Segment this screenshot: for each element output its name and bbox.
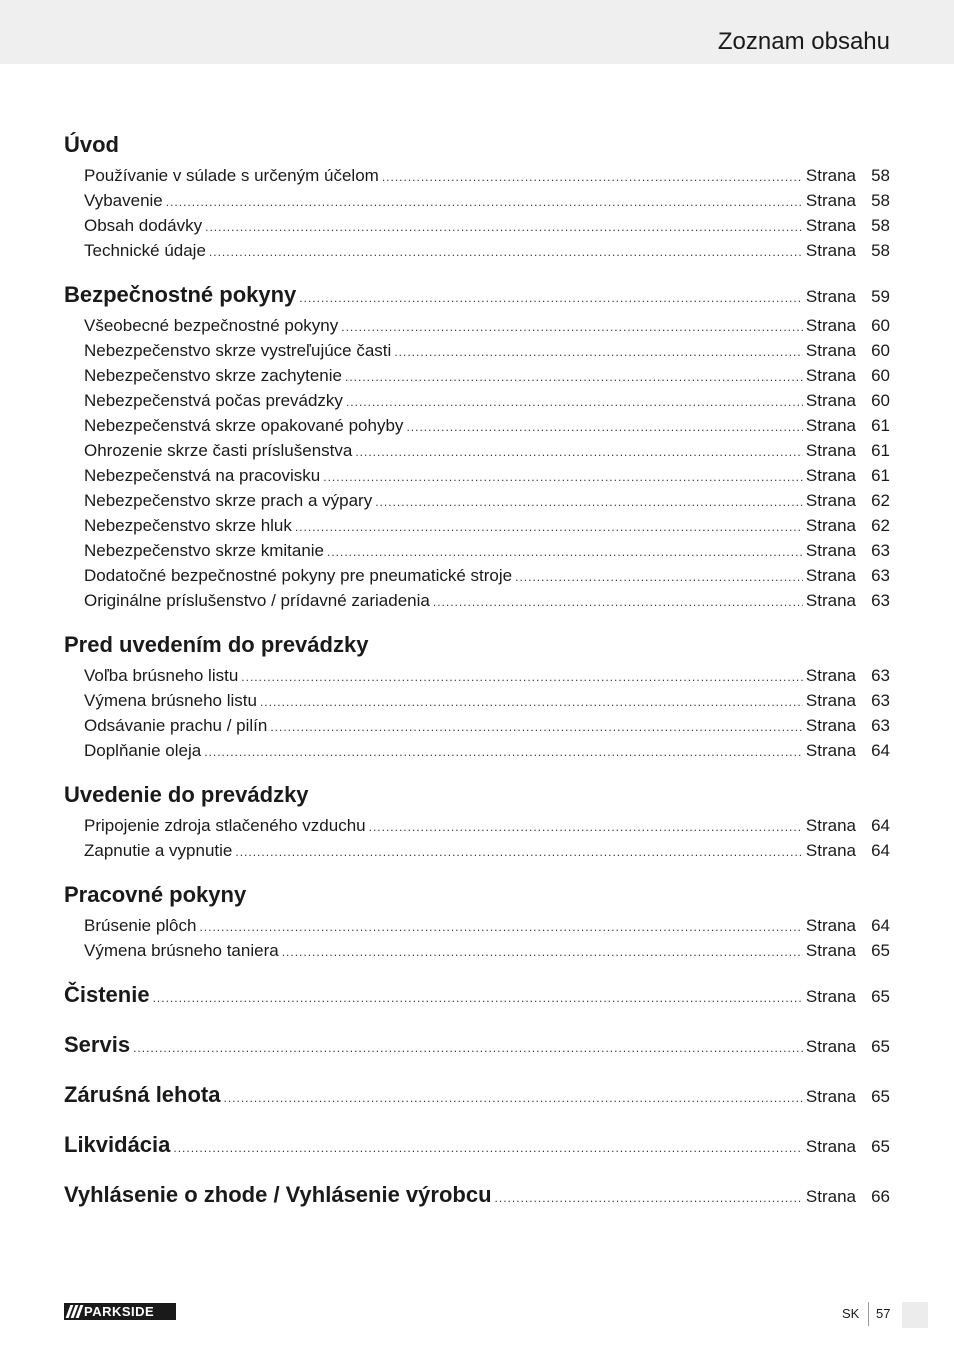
page-ref: 61	[871, 416, 890, 435]
section-title: Úvod	[64, 132, 119, 157]
toc-entry[interactable]	[64, 941, 890, 966]
leader-dots	[204, 745, 803, 759]
strana-label: Strana	[805, 741, 856, 760]
toc-entry[interactable]	[64, 191, 890, 216]
page-ref: 58	[871, 191, 890, 210]
entry-text: Voľba brúsneho listu	[84, 666, 239, 685]
page-ref: 64	[871, 816, 890, 835]
page-ref: 64	[871, 841, 890, 860]
strana-label: Strana	[805, 916, 856, 935]
leader-dots	[345, 370, 803, 384]
leader-dots	[515, 570, 803, 584]
toc-section	[64, 132, 890, 266]
leader-dots	[260, 695, 803, 709]
toc-section-heading[interactable]	[64, 982, 890, 1016]
leader-dots	[209, 245, 803, 259]
section-title: Servis	[64, 1032, 131, 1057]
page-ref: 65	[871, 1087, 890, 1106]
entry-text: Pripojenie zdroja stlačeného vzduchu	[84, 816, 366, 835]
toc-section	[64, 1082, 890, 1116]
page-ref: 60	[871, 341, 890, 360]
entry-text: Výmena brúsneho listu	[84, 691, 257, 710]
entry-text: Nebezpečenstvo skrze hluk	[84, 516, 292, 535]
toc-entry[interactable]	[64, 466, 890, 491]
toc-entry[interactable]	[64, 716, 890, 741]
strana-label: Strana	[805, 216, 856, 235]
toc-section-heading[interactable]	[64, 1032, 890, 1066]
leader-dots	[394, 345, 803, 359]
section-title: Pracovné pokyny	[64, 882, 247, 907]
entry-text: Dodatočné bezpečnostné pokyny pre pneumatické stroje	[84, 566, 513, 585]
section-title: Pred uvedením do prevádzky	[64, 632, 369, 657]
entry-text: Technické údaje	[84, 241, 206, 260]
leader-dots	[205, 220, 803, 234]
toc-entry[interactable]	[64, 341, 890, 366]
leader-dots	[282, 945, 803, 959]
toc-section	[64, 882, 890, 966]
leader-dots	[375, 495, 803, 509]
strana-label: Strana	[805, 816, 856, 835]
page-ref: 65	[871, 1137, 890, 1156]
toc-entry[interactable]	[64, 441, 890, 466]
page-ref: 63	[871, 666, 890, 685]
section-title: Bezpečnostné pokyny	[64, 282, 297, 307]
header-band	[0, 0, 954, 64]
page-ref: 60	[871, 316, 890, 335]
toc-entry[interactable]	[64, 591, 890, 616]
toc-entry[interactable]	[64, 316, 890, 341]
leader-dots	[382, 170, 803, 184]
toc-section-heading[interactable]	[64, 282, 890, 316]
page-ref: 59	[871, 287, 890, 306]
toc-entry[interactable]	[64, 241, 890, 266]
strana-label: Strana	[805, 441, 856, 460]
page-ref: 58	[871, 216, 890, 235]
leader-dots	[341, 320, 803, 334]
toc-entry[interactable]	[64, 541, 890, 566]
footer-language: SK	[842, 1306, 860, 1321]
page-ref: 62	[871, 491, 890, 510]
leader-dots	[241, 670, 803, 684]
toc-section-heading[interactable]	[64, 132, 890, 166]
logo-stripes-icon	[64, 1303, 84, 1320]
toc-entry[interactable]	[64, 166, 890, 191]
toc-entry[interactable]	[64, 566, 890, 591]
toc-section	[64, 632, 890, 766]
toc-section-heading[interactable]	[64, 1082, 890, 1116]
leader-dots	[199, 920, 802, 934]
section-title: Uvedenie do prevádzky	[64, 782, 309, 807]
entry-text: Ohrozenie skrze časti príslušenstva	[84, 441, 353, 460]
strana-label: Strana	[805, 941, 856, 960]
page-ref: 58	[871, 241, 890, 260]
strana-label: Strana	[805, 491, 856, 510]
toc-section	[64, 1032, 890, 1066]
section-title: Vyhlásenie o zhode / Vyhlásenie výrobcu	[64, 1182, 492, 1207]
leader-dots	[295, 520, 803, 534]
strana-label: Strana	[805, 366, 856, 385]
page-ref: 61	[871, 466, 890, 485]
toc-section-heading[interactable]	[64, 1182, 890, 1216]
leader-dots	[327, 545, 803, 559]
toc-entry[interactable]	[64, 391, 890, 416]
entry-text: Nebezpečenstvá skrze opakované pohyby	[84, 416, 404, 435]
entry-text: Doplňanie oleja	[84, 741, 202, 760]
strana-label: Strana	[805, 391, 856, 410]
logo-text: PARKSIDE	[84, 1304, 155, 1319]
page-ref: 62	[871, 516, 890, 535]
section-title: Čistenie	[64, 982, 150, 1007]
entry-text: Nebezpečenstvo skrze vystreľujúce časti	[84, 341, 392, 360]
section-title: Likvidácia	[64, 1132, 171, 1157]
leader-dots	[270, 720, 803, 734]
entry-text: Výmena brúsneho taniera	[84, 941, 279, 960]
page-ref: 63	[871, 541, 890, 560]
page-ref: 63	[871, 566, 890, 585]
leader-dots	[173, 1141, 803, 1155]
toc-entry[interactable]	[64, 666, 890, 691]
leader-dots	[369, 820, 803, 834]
leader-dots	[323, 470, 803, 484]
toc-entry[interactable]	[64, 491, 890, 516]
leader-dots	[433, 595, 803, 609]
entry-text: Nebezpečenstvo skrze zachytenie	[84, 366, 342, 385]
toc-section	[64, 282, 890, 616]
parkside-logo	[64, 1303, 176, 1320]
page-ref: 65	[871, 941, 890, 960]
entry-text: Zapnutie a vypnutie	[84, 841, 233, 860]
strana-label: Strana	[805, 541, 856, 560]
toc-section-heading[interactable]	[64, 882, 890, 916]
entry-text: Vybavenie	[84, 191, 163, 210]
page-ref: 65	[871, 987, 890, 1006]
leader-dots	[299, 291, 803, 305]
table-of-contents	[64, 132, 890, 1216]
footer-divider	[868, 1302, 869, 1326]
entry-text: Všeobecné bezpečnostné pokyny	[84, 316, 339, 335]
page-ref: 63	[871, 691, 890, 710]
page-title: Zoznam obsahu	[717, 28, 890, 55]
toc-entry[interactable]	[64, 916, 890, 941]
toc-entry[interactable]	[64, 741, 890, 766]
leader-dots	[406, 420, 802, 434]
strana-label: Strana	[805, 987, 856, 1006]
toc-section	[64, 782, 890, 866]
leader-dots	[153, 991, 803, 1005]
entry-text: Obsah dodávky	[84, 216, 203, 235]
strana-label: Strana	[805, 416, 856, 435]
entry-text: Originálne príslušenstvo / prídavné zariadenia	[84, 591, 430, 610]
toc-entry[interactable]	[64, 416, 890, 441]
toc-entry[interactable]	[64, 516, 890, 541]
leader-dots	[223, 1091, 802, 1105]
entry-text: Nebezpečenstvo skrze prach a výpary	[84, 491, 373, 510]
toc-section-heading[interactable]	[64, 782, 890, 816]
page-ref: 58	[871, 166, 890, 185]
strana-label: Strana	[805, 591, 856, 610]
strana-label: Strana	[805, 466, 856, 485]
strana-label: Strana	[805, 341, 856, 360]
leader-dots	[166, 195, 803, 209]
toc-entry[interactable]	[64, 816, 890, 841]
entry-text: Nebezpečenstvo skrze kmitanie	[84, 541, 325, 560]
page-ref: 65	[871, 1037, 890, 1056]
strana-label: Strana	[805, 166, 856, 185]
toc-entry[interactable]	[64, 841, 890, 866]
page-ref: 61	[871, 441, 890, 460]
strana-label: Strana	[805, 691, 856, 710]
page-ref: 60	[871, 391, 890, 410]
leader-dots	[346, 395, 803, 409]
entry-text: Brúsenie plôch	[84, 916, 197, 935]
strana-label: Strana	[805, 287, 856, 306]
page-ref: 66	[871, 1187, 890, 1206]
footer-tab-marker	[902, 1302, 928, 1328]
strana-label: Strana	[805, 716, 856, 735]
leader-dots	[495, 1191, 803, 1205]
toc-entry[interactable]	[64, 691, 890, 716]
toc-section	[64, 982, 890, 1016]
strana-label: Strana	[805, 241, 856, 260]
page-ref: 63	[871, 716, 890, 735]
toc-section	[64, 1132, 890, 1166]
leader-dots	[235, 845, 803, 859]
strana-label: Strana	[805, 191, 856, 210]
entry-text: Odsávanie prachu / pilín	[84, 716, 268, 735]
toc-section-heading[interactable]	[64, 1132, 890, 1166]
entry-text: Nebezpečenstvá počas prevádzky	[84, 391, 343, 410]
strana-label: Strana	[805, 841, 856, 860]
leader-dots	[355, 445, 803, 459]
strana-label: Strana	[805, 516, 856, 535]
strana-label: Strana	[805, 1137, 856, 1156]
entry-text: Používanie v súlade s určeným účelom	[84, 166, 379, 185]
entry-text: Nebezpečenstvá na pracovisku	[84, 466, 321, 485]
toc-section-heading[interactable]	[64, 632, 890, 666]
toc-section	[64, 1182, 890, 1216]
strana-label: Strana	[805, 316, 856, 335]
page-ref: 60	[871, 366, 890, 385]
strana-label: Strana	[805, 1187, 856, 1206]
strana-label: Strana	[805, 666, 856, 685]
leader-dots	[133, 1041, 803, 1055]
strana-label: Strana	[805, 1087, 856, 1106]
page-ref: 63	[871, 591, 890, 610]
toc-entry[interactable]	[64, 366, 890, 391]
page-ref: 64	[871, 916, 890, 935]
section-title: Záruśná lehota	[64, 1082, 221, 1107]
footer-page-number: 57	[876, 1306, 891, 1321]
strana-label: Strana	[805, 1037, 856, 1056]
page-ref: 64	[871, 741, 890, 760]
strana-label: Strana	[805, 566, 856, 585]
toc-entry[interactable]	[64, 216, 890, 241]
